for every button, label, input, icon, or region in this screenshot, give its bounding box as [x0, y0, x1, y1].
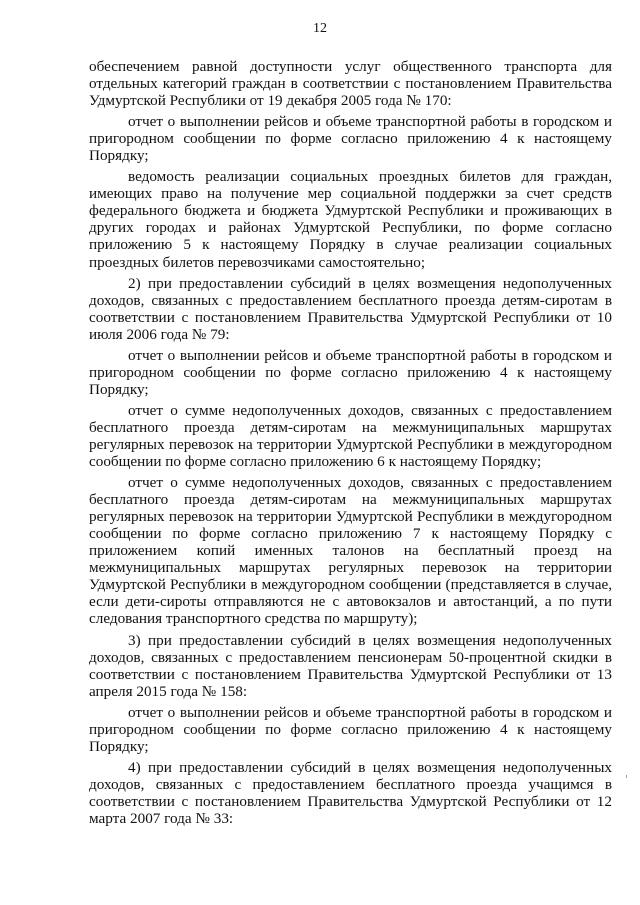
paragraph: обеспечением равной доступности услуг общественного транспорта для отдельных категорий граждан в соответствии с постановлением Правительства Удмуртской Республики от 19 декабря 2005 года № 170:: [89, 58, 612, 110]
paragraph: 4) при предоставлении субсидий в целях возмещения недополученных доходов, связанных с предоставлением бесплатного проезда учащимся в соответствии с постановлением Правительства Удмуртской Республики от 12 марта 2007 года № 33:: [89, 758, 612, 827]
paragraph: отчет о выполнении рейсов и объеме транспортной работы в городском и пригородном сообщении по форме согласно приложению 4 к настоящему Порядку;: [89, 113, 612, 165]
paragraph: ведомость реализации социальных проездных билетов для граждан, имеющих право на получение мер социальной поддержки за счет средств федерального бюджета и бюджета Удмуртской Республики и проживающих в других городах и районах Удмуртской Республики, по форме согласно приложению 5 к настоящему Порядку в случае реализации социальных проездных билетов перевозчиками самостоятельно;: [89, 168, 612, 271]
paragraph: отчет о выполнении рейсов и объеме транспортной работы в городском и пригородном сообщении по форме согласно приложению 4 к настоящему Порядку;: [89, 703, 612, 755]
paragraph: 2) при предоставлении субсидий в целях возмещения недополученных доходов, связанных с предоставлением бесплатного проезда детям-сиротам в соответствии с постановлением Правительства Удмуртской Республики от 10 июля 2006 года № 79:: [89, 274, 612, 343]
paragraph: 3) при предоставлении субсидий в целях возмещения недополученных доходов, связанных с предоставлением пенсионерам 50-процентной скидки в соответствии с постановлением Правительства Удмуртской Республики от 13 апреля 2015 года № 158:: [89, 631, 612, 700]
paragraph: отчет о сумме недополученных доходов, связанных с предоставлением бесплатного проезда детям-сиротам на межмуниципальных маршрутах регулярных перевозок на территории Удмуртской Республики в междугородном сообщении по форме согласно приложению 6 к настоящему Порядку;: [89, 401, 612, 471]
scan-artifact: [626, 775, 627, 778]
page-number: 12: [313, 21, 327, 36]
document-body: [89, 58, 612, 827]
paragraph: отчет о сумме недополученных доходов, связанных с предоставлением бесплатного проезда детям-сиротам на межмуниципальных маршрутах регулярных перевозок на территории Удмуртской Республики в междугородном сообщении по форме согласно приложению 7 к настоящему Порядку с приложением копий именных талонов на бесплатный проезд на межмуниципальных маршрутах регулярных перевозок на территории Удмуртской Республики в междугородном сообщении (представляется в случае, если дети-сироты отправляются не с автовокзалов и автостанций, а по пути следования транспортного средства по маршруту);: [89, 474, 612, 628]
paragraph: отчет о выполнении рейсов и объеме транспортной работы в городском и пригородном сообщении по форме согласно приложению 4 к настоящему Порядку;: [89, 346, 612, 398]
